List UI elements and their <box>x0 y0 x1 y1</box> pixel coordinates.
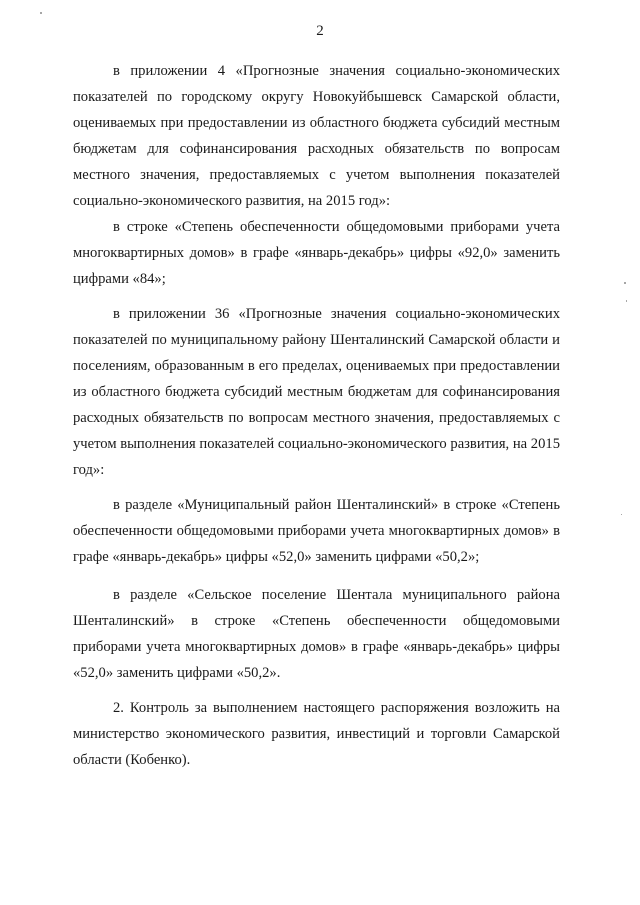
paragraph-appendix-36: в приложении 36 «Прогнозные значения социально-экономических показателей по муниципальному району Шенталинский Самарской области и поселениям, образованным в его пределах, оцениваемых при предоставлении из областного бюджета субсидий местным бюджетам для софинансирования расходных обязательств по вопросам местного значения, предоставляемых с учетом выполнения показателей социально-экономического развития, на 2015 год»: <box>73 306 560 478</box>
scan-speck <box>621 514 622 515</box>
document-body <box>73 58 560 773</box>
scan-speck <box>626 300 627 302</box>
paragraph-section-settlement: в разделе «Сельское поселение Шентала муниципального района Шенталинский» в строке «Степень обеспеченности общедомовыми приборами учета многоквартирных домов» в графе «январь-декабрь» цифры «52,0» заменить цифрами «50,2». <box>73 587 560 681</box>
page-number: 2 <box>316 23 324 39</box>
paragraph-control-clause: 2. Контроль за выполнением настоящего распоряжения возложить на министерство экономического развития, инвестиций и торговли Самарской области (Кобенко). <box>73 700 560 768</box>
paragraph-row-replacement-1: в строке «Степень обеспеченности общедомовыми приборами учета многоквартирных домов» в графе «январь-декабрь» цифры «92,0» заменить цифрами «84»; <box>73 219 560 287</box>
scan-speck <box>624 282 626 284</box>
paragraph-appendix-4: в приложении 4 «Прогнозные значения социально-экономических показателей по городскому округу Новокуйбышевск Самарской области, оцениваемых при предоставлении из областного бюджета субсидий местным бюджетам для софинансирования расходных обязательств по вопросам местного значения, предоставляемых с учетом выполнения показателей социально-экономического развития, на 2015 год»: <box>73 63 560 209</box>
scan-speck <box>40 12 42 14</box>
paragraph-section-district: в разделе «Муниципальный район Шенталинский» в строке «Степень обеспеченности общедомовыми приборами учета многоквартирных домов» в графе «январь-декабрь» цифры «52,0» заменить цифрами «50,2»; <box>73 497 560 565</box>
